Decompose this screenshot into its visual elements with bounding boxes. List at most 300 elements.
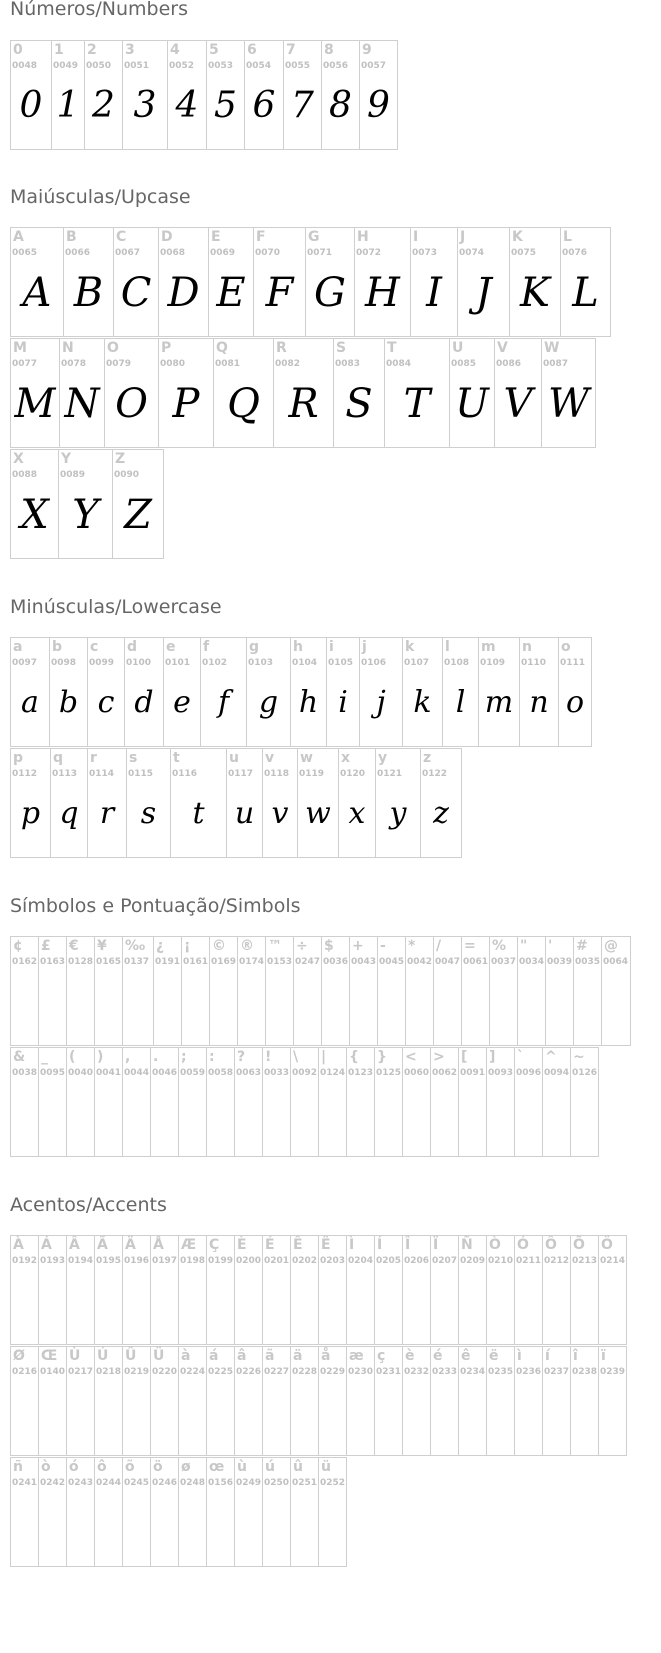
glyph-code-label: 0111	[560, 658, 586, 668]
glyph-code-label: 0044	[124, 1068, 150, 1078]
glyph-code-label: 0242	[40, 1478, 66, 1488]
glyph-sample: 6	[252, 85, 276, 126]
glyph-code-label: 0046	[152, 1068, 178, 1078]
glyph-code-label: 0053	[208, 61, 234, 71]
glyph-cell	[570, 1047, 599, 1157]
glyph-cell	[104, 338, 159, 448]
glyph-code-label: 0194	[68, 1256, 94, 1266]
glyph-code-label: 0049	[53, 61, 79, 71]
glyph-code-label: 0206	[404, 1256, 430, 1266]
glyph-code-label: 0071	[307, 248, 333, 258]
glyph-cell	[461, 936, 490, 1046]
glyph-code-label: 0247	[295, 957, 321, 967]
glyph-cell	[94, 936, 123, 1046]
glyph-cell	[494, 338, 542, 448]
glyph-code-label: 0252	[320, 1478, 346, 1488]
glyph-cell	[433, 936, 462, 1046]
glyph-char-label: ;	[181, 1049, 187, 1065]
glyph-char-label: À	[13, 1237, 24, 1253]
glyph-cell	[150, 1457, 179, 1567]
glyph-char-label: É	[265, 1237, 275, 1253]
symbols-row-1	[10, 936, 631, 1046]
glyph-char-label: Î	[405, 1237, 411, 1253]
glyph-char-label: 9	[362, 42, 372, 58]
glyph-code-label: 0085	[451, 359, 477, 369]
glyph-cell	[253, 227, 306, 337]
glyph-code-label: 0055	[285, 61, 311, 71]
glyph-char-label: t	[173, 750, 180, 766]
glyph-cell	[124, 637, 164, 747]
glyph-code-label: 0033	[264, 1068, 290, 1078]
glyph-char-label: ï	[601, 1348, 606, 1364]
glyph-sample: l	[455, 685, 466, 720]
glyph-cell	[262, 1346, 291, 1456]
glyph-char-label: ¢	[13, 938, 23, 954]
glyph-char-label: Y	[61, 451, 72, 467]
glyph-code-label: 0061	[463, 957, 489, 967]
glyph-cell	[542, 1346, 571, 1456]
glyph-sample: 5	[214, 85, 237, 126]
glyph-code-label: 0246	[152, 1478, 178, 1488]
glyph-char-label: Â	[69, 1237, 80, 1253]
glyph-char-label: B	[66, 229, 77, 245]
glyph-code-label: 0230	[348, 1367, 374, 1377]
glyph-char-label: l	[445, 639, 450, 655]
glyph-cell	[87, 748, 127, 858]
glyph-char-label: _	[41, 1049, 48, 1065]
glyph-char-label: k	[405, 639, 415, 655]
glyph-cell	[458, 1346, 487, 1456]
glyph-sample: f	[217, 685, 230, 720]
glyph-sample: H	[365, 270, 400, 316]
glyph-code-label: 0205	[376, 1256, 402, 1266]
glyph-sample: F	[265, 270, 294, 316]
glyph-code-label: 0204	[348, 1256, 374, 1266]
glyph-char-label: ~	[573, 1049, 585, 1065]
glyph-char-label: >	[433, 1049, 445, 1065]
glyph-cell	[122, 1047, 151, 1157]
glyph-char-label: h	[293, 639, 303, 655]
glyph-char-label: #	[576, 938, 588, 954]
glyph-code-label: 0079	[106, 359, 132, 369]
glyph-sample: E	[216, 270, 246, 316]
glyph-cell	[150, 1047, 179, 1157]
glyph-code-label: 0104	[292, 658, 318, 668]
glyph-char-label: %	[492, 938, 507, 954]
glyph-cell	[478, 637, 520, 747]
glyph-code-label: 0231	[376, 1367, 402, 1377]
glyph-sample: Q	[227, 381, 260, 427]
glyph-cell	[234, 1346, 263, 1456]
glyph-char-label: ©	[212, 938, 226, 954]
glyph-cell	[489, 936, 518, 1046]
glyph-char-label: y	[378, 750, 388, 766]
glyph-code-label: 0117	[228, 769, 254, 779]
glyph-code-label: 0045	[379, 957, 405, 967]
glyph-code-label: 0086	[496, 359, 522, 369]
glyph-cell	[122, 936, 154, 1046]
glyph-char-label: W	[544, 340, 560, 356]
glyph-cell	[449, 338, 495, 448]
glyph-code-label: 0051	[124, 61, 150, 71]
glyph-code-label: 0126	[572, 1068, 598, 1078]
glyph-cell	[346, 1047, 375, 1157]
glyph-cell	[374, 1346, 403, 1456]
glyph-cell	[87, 637, 125, 747]
glyph-cell	[178, 1235, 207, 1345]
glyph-sample: M	[14, 381, 56, 427]
glyph-cell	[458, 1235, 487, 1345]
glyph-cell	[338, 748, 376, 858]
glyph-cell	[206, 40, 245, 150]
glyph-cell	[178, 1457, 207, 1567]
glyph-code-label: 0198	[180, 1256, 206, 1266]
glyph-char-label: ç	[377, 1348, 386, 1364]
glyph-code-label: 0216	[12, 1367, 38, 1377]
glyph-char-label: Q	[216, 340, 228, 356]
glyph-cell	[10, 40, 52, 150]
glyph-cell	[273, 338, 334, 448]
glyph-code-label: 0048	[12, 61, 38, 71]
glyph-code-label: 0037	[491, 957, 517, 967]
glyph-char-label: g	[249, 639, 260, 655]
glyph-cell	[384, 338, 450, 448]
glyph-cell	[178, 1346, 207, 1456]
glyph-char-label: c	[90, 639, 99, 655]
glyph-code-label: 0213	[572, 1256, 598, 1266]
glyph-code-label: 0040	[68, 1068, 94, 1078]
glyph-code-label: 0225	[208, 1367, 234, 1377]
glyph-char-label: ã	[265, 1348, 275, 1364]
glyph-cell	[442, 637, 479, 747]
glyph-sample: R	[288, 381, 319, 427]
glyph-cell	[486, 1235, 515, 1345]
glyph-cell	[318, 1047, 347, 1157]
glyph-code-label: 0065	[12, 248, 38, 258]
glyph-char-label: í	[545, 1348, 550, 1364]
glyph-cell	[181, 936, 210, 1046]
glyph-char-label: p	[13, 750, 24, 766]
glyph-char-label: ñ	[13, 1459, 23, 1475]
glyph-char-label: Ä	[125, 1237, 136, 1253]
glyph-code-label: 0122	[422, 769, 448, 779]
glyph-sample: q	[59, 796, 79, 831]
glyph-cell	[514, 1235, 543, 1345]
glyph-cell	[150, 1235, 179, 1345]
glyph-char-label: S	[336, 340, 347, 356]
glyph-sample: w	[305, 796, 331, 831]
glyph-cell	[209, 936, 238, 1046]
glyph-char-label: ô	[97, 1459, 107, 1475]
glyph-sample: N	[64, 381, 100, 427]
glyph-cell	[158, 338, 214, 448]
glyph-sample: j	[376, 685, 386, 720]
glyph-code-label: 0238	[572, 1367, 598, 1377]
glyph-code-label: 0076	[562, 248, 588, 258]
glyph-code-label: 0039	[547, 957, 573, 967]
glyph-code-label: 0210	[488, 1256, 514, 1266]
glyph-cell	[486, 1047, 515, 1157]
lowercase-row-2	[10, 748, 462, 858]
glyph-sample: L	[572, 270, 599, 316]
glyph-code-label: 0217	[68, 1367, 94, 1377]
glyph-char-label: Æ	[181, 1237, 197, 1253]
glyph-sample: K	[520, 270, 550, 316]
glyph-char-label: G	[308, 229, 320, 245]
glyph-cell	[430, 1047, 459, 1157]
glyph-code-label: 0203	[320, 1256, 346, 1266]
glyph-cell	[262, 748, 298, 858]
glyph-code-label: 0038	[12, 1068, 38, 1078]
glyph-char-label: ø	[181, 1459, 191, 1475]
glyph-cell	[170, 748, 227, 858]
glyph-cell	[509, 227, 561, 337]
glyph-char-label: 8	[324, 42, 334, 58]
glyph-sample: C	[120, 270, 152, 316]
glyph-char-label: +	[352, 938, 364, 954]
glyph-cell	[265, 936, 294, 1046]
glyph-char-label: Z	[115, 451, 126, 467]
glyph-char-label: ö	[153, 1459, 163, 1475]
lowercase-row-1	[10, 637, 592, 747]
glyph-char-label: `	[517, 1049, 524, 1065]
glyph-sample: P	[172, 381, 200, 427]
glyph-cell	[349, 936, 378, 1046]
glyph-cell	[290, 1047, 319, 1157]
glyph-code-label: 0112	[12, 769, 38, 779]
glyph-sample: W	[547, 381, 590, 427]
glyph-char-label: I	[413, 229, 419, 245]
glyph-cell	[63, 227, 114, 337]
glyph-char-label: õ	[125, 1459, 135, 1475]
glyph-char-label: -	[380, 938, 386, 954]
glyph-char-label: $	[324, 938, 334, 954]
glyph-char-label: Ã	[97, 1237, 108, 1253]
glyph-sample: 2	[92, 85, 115, 126]
glyph-code-label: 0099	[89, 658, 115, 668]
glyph-code-label: 0074	[459, 248, 485, 258]
glyph-char-label: ò	[41, 1459, 51, 1475]
glyph-cell	[514, 1047, 543, 1157]
glyph-sample: b	[58, 685, 79, 720]
glyph-cell	[318, 1457, 347, 1567]
glyph-code-label: 0102	[202, 658, 228, 668]
glyph-sample: g	[258, 685, 279, 720]
glyph-char-label: d	[127, 639, 138, 655]
glyph-code-label: 0077	[12, 359, 38, 369]
glyph-cell	[66, 1346, 95, 1456]
glyph-sample: A	[22, 270, 52, 316]
glyph-code-label: 0209	[460, 1256, 486, 1266]
glyph-sample: J	[475, 270, 492, 316]
glyph-code-label: 0100	[126, 658, 152, 668]
glyph-char-label: !	[265, 1049, 272, 1065]
glyph-code-label: 0228	[292, 1367, 318, 1377]
glyph-cell	[402, 1047, 431, 1157]
glyph-code-label: 0244	[96, 1478, 122, 1488]
glyph-char-label: |	[321, 1049, 327, 1065]
glyph-code-label: 0207	[432, 1256, 458, 1266]
glyph-cell	[10, 1047, 39, 1157]
glyph-char-label: x	[341, 750, 351, 766]
glyph-cell	[598, 1235, 627, 1345]
glyph-char-label: é	[433, 1348, 443, 1364]
accents-row-3	[10, 1457, 347, 1567]
glyph-cell	[374, 1047, 403, 1157]
glyph-sample: u	[234, 796, 255, 831]
glyph-cell	[49, 637, 88, 747]
glyph-cell	[10, 637, 50, 747]
glyph-char-label: *	[408, 938, 416, 954]
glyph-code-label: 0212	[544, 1256, 570, 1266]
glyph-cell	[51, 40, 85, 150]
glyph-char-label: ™	[268, 938, 282, 954]
glyph-cell	[10, 449, 59, 559]
glyph-cell	[167, 40, 207, 150]
glyph-code-label: 0054	[246, 61, 272, 71]
glyph-code-label: 0093	[488, 1068, 514, 1078]
glyph-code-label: 0089	[60, 470, 86, 480]
glyph-char-label: (	[69, 1049, 76, 1065]
glyph-code-label: 0098	[51, 658, 77, 668]
glyph-code-label: 0097	[12, 658, 38, 668]
upcase-row-1	[10, 227, 611, 337]
glyph-char-label: s	[129, 750, 138, 766]
glyph-code-label: 0088	[12, 470, 38, 480]
glyph-code-label: 0035	[575, 957, 601, 967]
glyph-code-label: 0107	[404, 658, 430, 668]
glyph-code-label: 0068	[160, 248, 186, 258]
glyph-code-label: 0103	[248, 658, 274, 668]
glyph-cell	[206, 1457, 235, 1567]
glyph-char-label: ê	[461, 1348, 471, 1364]
glyph-cell	[514, 1346, 543, 1456]
glyph-char-label: b	[52, 639, 63, 655]
glyph-sample: S	[345, 381, 373, 427]
glyph-char-label: Ö	[601, 1237, 613, 1253]
glyph-cell	[94, 1346, 123, 1456]
glyph-code-label: 0034	[519, 957, 545, 967]
glyph-cell	[560, 227, 611, 337]
glyph-char-label: L	[563, 229, 572, 245]
glyph-code-label: 0218	[96, 1367, 122, 1377]
glyph-code-label: 0110	[521, 658, 547, 668]
glyph-char-label: P	[161, 340, 172, 356]
glyph-code-label: 0067	[115, 248, 141, 258]
glyph-char-label: è	[405, 1348, 415, 1364]
glyph-char-label: æ	[349, 1348, 364, 1364]
glyph-sample: m	[484, 685, 514, 720]
glyph-char-label: A	[13, 229, 24, 245]
glyph-code-label: 0241	[12, 1478, 38, 1488]
glyph-char-label: Ì	[349, 1237, 355, 1253]
glyph-char-label: E	[211, 229, 221, 245]
glyph-cell	[420, 748, 462, 858]
glyph-cell	[318, 1235, 347, 1345]
glyph-cell	[333, 338, 385, 448]
glyph-sample: 9	[367, 85, 390, 126]
glyph-char-label: Á	[41, 1237, 52, 1253]
glyph-char-label: â	[237, 1348, 247, 1364]
glyph-cell	[66, 1047, 95, 1157]
glyph-code-label: 0226	[236, 1367, 262, 1377]
glyph-cell	[38, 1457, 67, 1567]
glyph-cell	[430, 1346, 459, 1456]
glyph-cell	[150, 1346, 179, 1456]
numbers-row	[10, 40, 398, 150]
glyph-char-label: Ï	[433, 1237, 439, 1253]
glyph-code-label: 0211	[516, 1256, 542, 1266]
glyph-cell	[94, 1047, 123, 1157]
glyph-code-label: 0106	[361, 658, 387, 668]
glyph-cell	[84, 40, 123, 150]
glyph-code-label: 0041	[96, 1068, 122, 1078]
glyph-code-label: 0052	[169, 61, 195, 71]
glyph-cell	[122, 40, 168, 150]
glyph-char-label: ó	[69, 1459, 79, 1475]
glyph-code-label: 0234	[460, 1367, 486, 1377]
glyph-char-label: ü	[321, 1459, 331, 1475]
glyph-code-label: 0091	[460, 1068, 486, 1078]
glyph-cell	[213, 338, 274, 448]
glyph-cell	[545, 936, 574, 1046]
glyph-cell	[153, 936, 182, 1046]
glyph-cell	[598, 1346, 627, 1456]
glyph-cell	[122, 1346, 151, 1456]
glyph-cell	[517, 936, 546, 1046]
accents-row-2	[10, 1346, 627, 1456]
glyph-char-label: Õ	[573, 1237, 585, 1253]
glyph-char-label: w	[300, 750, 313, 766]
glyph-char-label: u	[229, 750, 239, 766]
glyph-char-label: Ú	[97, 1348, 109, 1364]
glyph-code-label: 0196	[124, 1256, 150, 1266]
glyph-code-label: 0237	[544, 1367, 570, 1377]
glyph-code-label: 0236	[516, 1367, 542, 1377]
glyph-code-label: 0072	[356, 248, 382, 258]
glyph-cell	[38, 1346, 67, 1456]
glyph-code-label: 0062	[432, 1068, 458, 1078]
glyph-char-label: T	[387, 340, 397, 356]
glyph-sample: Y	[72, 492, 99, 538]
glyph-char-label: M	[13, 340, 27, 356]
glyph-char-label: ì	[517, 1348, 522, 1364]
glyph-char-label: Ë	[321, 1237, 331, 1253]
glyph-char-label: Ô	[545, 1237, 557, 1253]
glyph-code-label: 0066	[65, 248, 91, 258]
glyph-sample: o	[565, 685, 585, 720]
glyph-cell	[66, 936, 95, 1046]
glyph-sample: G	[314, 270, 346, 316]
glyph-code-label: 0161	[183, 957, 209, 967]
glyph-code-label: 0115	[128, 769, 154, 779]
glyph-code-label: 0096	[516, 1068, 542, 1078]
glyph-cell	[297, 748, 339, 858]
glyph-sample: r	[99, 796, 115, 831]
glyph-char-label: K	[512, 229, 523, 245]
glyph-sample: a	[21, 685, 39, 720]
glyph-code-label: 0095	[40, 1068, 66, 1078]
glyph-char-label: å	[321, 1348, 331, 1364]
glyph-code-label: 0249	[236, 1478, 262, 1488]
glyph-code-label: 0057	[361, 61, 387, 71]
glyph-cell	[354, 227, 411, 337]
glyph-code-label: 0063	[236, 1068, 262, 1078]
glyph-code-label: 0056	[323, 61, 349, 71]
glyph-char-label: Ó	[517, 1237, 529, 1253]
glyph-code-label: 0220	[152, 1367, 178, 1377]
glyph-cell	[94, 1457, 123, 1567]
